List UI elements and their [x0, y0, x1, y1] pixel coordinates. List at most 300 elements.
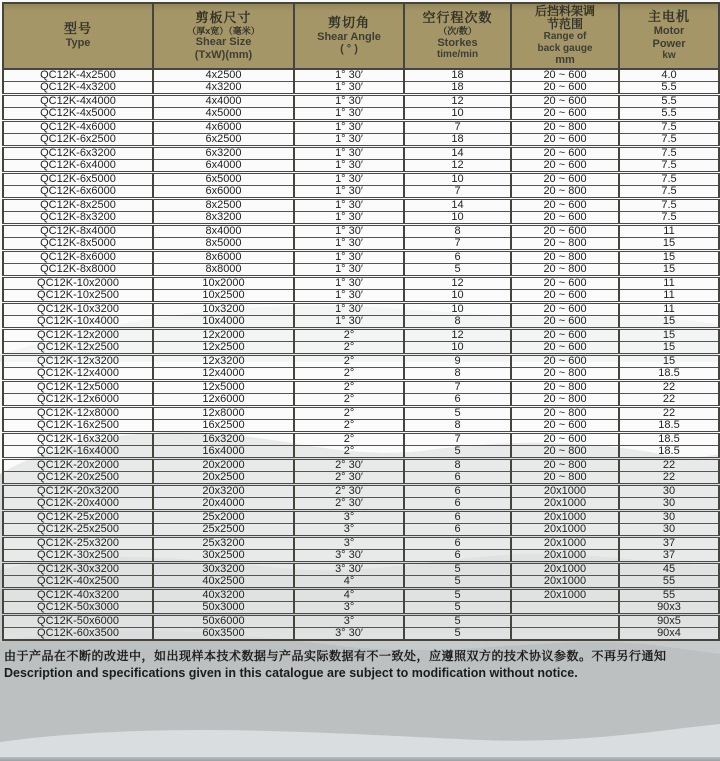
cell-strokes: 5	[404, 446, 511, 459]
cell-type: QC12K-10x2500	[3, 290, 153, 303]
cell-shear-size: 8x3200	[153, 212, 294, 225]
table-row	[3, 407, 719, 420]
cell-strokes: 6	[404, 485, 511, 498]
cell-strokes: 5	[404, 576, 511, 589]
cell-type: QC12K-10x3200	[3, 303, 153, 316]
cell-type: QC12K-12x3200	[3, 355, 153, 368]
cell-motor-power: 18.5	[619, 446, 719, 459]
cell-strokes: 7	[404, 433, 511, 446]
header-line: ( ° )	[340, 43, 358, 56]
cell-strokes: 5	[404, 602, 511, 615]
table-row	[3, 550, 719, 563]
cell-type: QC12K-20x2500	[3, 472, 153, 485]
table-row	[3, 498, 719, 511]
cell-back-gauge-range: 20 ~ 800	[511, 459, 619, 472]
cell-back-gauge-range: 20 ~ 600	[511, 420, 619, 433]
cell-back-gauge-range	[511, 615, 619, 628]
table-row	[3, 472, 719, 485]
cell-type: QC12K-50x6000	[3, 615, 153, 628]
table-row	[3, 121, 719, 134]
header-line: Type	[65, 37, 91, 50]
cell-shear-size: 25x2000	[153, 511, 294, 524]
cell-strokes: 6	[404, 472, 511, 485]
cell-shear-angle: 1° 30′	[294, 251, 404, 264]
cell-motor-power: 7.5	[619, 173, 719, 186]
cell-motor-power: 37	[619, 550, 719, 563]
table-row	[3, 459, 719, 472]
cell-shear-size: 12x2000	[153, 329, 294, 342]
cell-motor-power: 7.5	[619, 134, 719, 147]
cell-strokes: 6	[404, 251, 511, 264]
cell-motor-power: 22	[619, 407, 719, 420]
cell-shear-angle: 2°	[294, 355, 404, 368]
cell-shear-size: 40x3200	[153, 589, 294, 602]
cell-shear-angle: 2° 30′	[294, 485, 404, 498]
cell-type: QC12K-30x3200	[3, 563, 153, 576]
cell-strokes: 6	[404, 524, 511, 537]
cell-motor-power: 7.5	[619, 160, 719, 173]
table-header	[3, 3, 719, 69]
table-row	[3, 251, 719, 264]
cell-motor-power: 4.0	[619, 69, 719, 82]
cell-strokes: 14	[404, 147, 511, 160]
cell-type: QC12K-12x6000	[3, 394, 153, 407]
cell-type: QC12K-6x3200	[3, 147, 153, 160]
cell-back-gauge-range: 20x1000	[511, 576, 619, 589]
cell-strokes: 5	[404, 628, 511, 641]
cell-back-gauge-range: 20 ~ 600	[511, 225, 619, 238]
cell-strokes: 5	[404, 264, 511, 277]
cell-shear-size: 25x3200	[153, 537, 294, 550]
cell-shear-angle: 1° 30′	[294, 238, 404, 251]
header-line: Motor	[653, 25, 685, 38]
cell-strokes: 7	[404, 238, 511, 251]
table-row	[3, 589, 719, 602]
cell-shear-size: 10x2500	[153, 290, 294, 303]
cell-shear-size: 40x2500	[153, 576, 294, 589]
cell-type: QC12K-40x2500	[3, 576, 153, 589]
cell-shear-angle: 1° 30′	[294, 134, 404, 147]
table-row	[3, 433, 719, 446]
cell-type: QC12K-16x2500	[3, 420, 153, 433]
table-row	[3, 108, 719, 121]
header-line: time/min	[436, 49, 479, 61]
cell-back-gauge-range: 20 ~ 600	[511, 134, 619, 147]
cell-strokes: 5	[404, 615, 511, 628]
cell-type: QC12K-12x8000	[3, 407, 153, 420]
cell-type: QC12K-8x8000	[3, 264, 153, 277]
header-line: mm	[555, 54, 575, 67]
header-line: Shear Size	[195, 36, 252, 48]
cell-shear-size: 8x2500	[153, 199, 294, 212]
cell-shear-size: 12x8000	[153, 407, 294, 420]
table-row	[3, 225, 719, 238]
cell-shear-angle: 1° 30′	[294, 173, 404, 186]
cell-shear-angle: 1° 30′	[294, 95, 404, 108]
cell-back-gauge-range: 20 ~ 800	[511, 407, 619, 420]
table-row	[3, 69, 719, 82]
cell-shear-angle: 2°	[294, 446, 404, 459]
cell-motor-power: 30	[619, 524, 719, 537]
footnote-en: Description and specifications given in this catalogue are subject to modification without notice.	[4, 666, 578, 681]
cell-shear-size: 30x3200	[153, 563, 294, 576]
cell-shear-angle: 2°	[294, 368, 404, 381]
cell-strokes: 10	[404, 212, 511, 225]
table-row	[3, 368, 719, 381]
content	[0, 2, 720, 761]
cell-shear-size: 8x6000	[153, 251, 294, 264]
table-row	[3, 95, 719, 108]
cell-motor-power: 15	[619, 264, 719, 277]
header-line: 剪切角	[327, 14, 370, 30]
cell-shear-angle: 4°	[294, 576, 404, 589]
cell-back-gauge-range: 20 ~ 600	[511, 108, 619, 121]
cell-shear-size: 10x4000	[153, 316, 294, 329]
cell-type: QC12K-12x5000	[3, 381, 153, 394]
cell-shear-size: 16x3200	[153, 433, 294, 446]
cell-back-gauge-range: 20 ~ 600	[511, 147, 619, 160]
cell-strokes: 7	[404, 381, 511, 394]
header-line: （次/数）	[438, 26, 477, 37]
cell-shear-size: 12x2500	[153, 342, 294, 355]
cell-type: QC12K-20x2000	[3, 459, 153, 472]
cell-motor-power: 30	[619, 498, 719, 511]
cell-shear-angle: 2° 30′	[294, 472, 404, 485]
cell-strokes: 18	[404, 69, 511, 82]
cell-strokes: 6	[404, 394, 511, 407]
cell-strokes: 7	[404, 186, 511, 199]
cell-motor-power: 5.5	[619, 82, 719, 95]
table-row	[3, 290, 719, 303]
cell-type: QC12K-6x2500	[3, 134, 153, 147]
cell-back-gauge-range: 20 ~ 600	[511, 316, 619, 329]
table-row	[3, 199, 719, 212]
cell-strokes: 18	[404, 82, 511, 95]
cell-type: QC12K-25x2000	[3, 511, 153, 524]
cell-type: QC12K-4x4000	[3, 95, 153, 108]
cell-shear-size: 16x4000	[153, 446, 294, 459]
cell-strokes: 5	[404, 589, 511, 602]
cell-shear-angle: 1° 30′	[294, 264, 404, 277]
cell-motor-power: 5.5	[619, 95, 719, 108]
cell-strokes: 10	[404, 173, 511, 186]
cell-back-gauge-range: 20 ~ 800	[511, 381, 619, 394]
cell-type: QC12K-8x3200	[3, 212, 153, 225]
header-line: back gauge	[537, 42, 593, 54]
header-line: Power	[652, 37, 686, 50]
cell-shear-size: 4x3200	[153, 82, 294, 95]
table-row	[3, 264, 719, 277]
table-row	[3, 173, 719, 186]
cell-shear-size: 16x2500	[153, 420, 294, 433]
cell-shear-size: 20x2000	[153, 459, 294, 472]
cell-strokes: 8	[404, 316, 511, 329]
cell-type: QC12K-16x3200	[3, 433, 153, 446]
cell-back-gauge-range: 20 ~ 600	[511, 329, 619, 342]
column-header-strokes	[404, 3, 511, 69]
cell-back-gauge-range: 20x1000	[511, 537, 619, 550]
cell-back-gauge-range: 20 ~ 600	[511, 82, 619, 95]
cell-type: QC12K-10x4000	[3, 316, 153, 329]
cell-strokes: 5	[404, 563, 511, 576]
cell-back-gauge-range: 20 ~ 600	[511, 290, 619, 303]
cell-strokes: 6	[404, 498, 511, 511]
cell-back-gauge-range: 20x1000	[511, 511, 619, 524]
column-header-back-gauge-range	[511, 3, 619, 69]
spec-table	[2, 2, 720, 641]
cell-back-gauge-range: 20 ~ 800	[511, 186, 619, 199]
cell-type: QC12K-10x2000	[3, 277, 153, 290]
cell-shear-angle: 1° 30′	[294, 316, 404, 329]
table-row	[3, 212, 719, 225]
cell-back-gauge-range: 20x1000	[511, 498, 619, 511]
cell-back-gauge-range	[511, 628, 619, 641]
cell-shear-angle: 3°	[294, 511, 404, 524]
cell-shear-angle: 2°	[294, 433, 404, 446]
cell-motor-power: 7.5	[619, 121, 719, 134]
cell-back-gauge-range: 20 ~ 600	[511, 173, 619, 186]
cell-shear-angle: 1° 30′	[294, 290, 404, 303]
header-line: 空行程次数	[422, 10, 493, 26]
table-body	[3, 69, 719, 640]
cell-type: QC12K-20x4000	[3, 498, 153, 511]
cell-shear-size: 6x5000	[153, 173, 294, 186]
cell-type: QC12K-4x2500	[3, 69, 153, 82]
cell-shear-angle: 1° 30′	[294, 82, 404, 95]
header-line: 剪板尺寸	[195, 9, 252, 25]
cell-motor-power: 37	[619, 537, 719, 550]
table-row	[3, 303, 719, 316]
cell-shear-angle: 2°	[294, 342, 404, 355]
cell-motor-power: 7.5	[619, 212, 719, 225]
cell-back-gauge-range: 20 ~ 800	[511, 368, 619, 381]
cell-type: QC12K-8x5000	[3, 238, 153, 251]
cell-shear-size: 50x3000	[153, 602, 294, 615]
table-row	[3, 446, 719, 459]
cell-strokes: 12	[404, 160, 511, 173]
cell-shear-angle: 3° 30′	[294, 628, 404, 641]
header-line: （厚x宽）（毫米）	[187, 25, 260, 36]
cell-motor-power: 11	[619, 303, 719, 316]
cell-strokes: 12	[404, 95, 511, 108]
cell-strokes: 6	[404, 550, 511, 563]
cell-shear-angle: 2°	[294, 329, 404, 342]
cell-strokes: 8	[404, 459, 511, 472]
cell-motor-power: 15	[619, 355, 719, 368]
cell-shear-angle: 3°	[294, 602, 404, 615]
cell-motor-power: 18.5	[619, 420, 719, 433]
cell-back-gauge-range: 20x1000	[511, 563, 619, 576]
cell-back-gauge-range: 20 ~ 600	[511, 433, 619, 446]
cell-shear-size: 8x5000	[153, 238, 294, 251]
table-row	[3, 329, 719, 342]
table-row	[3, 511, 719, 524]
cell-shear-size: 10x2000	[153, 277, 294, 290]
cell-strokes: 8	[404, 225, 511, 238]
cell-motor-power: 18.5	[619, 368, 719, 381]
cell-shear-size: 8x8000	[153, 264, 294, 277]
cell-strokes: 12	[404, 277, 511, 290]
cell-type: QC12K-8x2500	[3, 199, 153, 212]
table-row	[3, 134, 719, 147]
cell-motor-power: 15	[619, 251, 719, 264]
cell-strokes: 10	[404, 108, 511, 121]
table-row	[3, 160, 719, 173]
cell-shear-size: 4x5000	[153, 108, 294, 121]
cell-motor-power: 45	[619, 563, 719, 576]
cell-shear-size: 12x3200	[153, 355, 294, 368]
cell-back-gauge-range: 20x1000	[511, 589, 619, 602]
cell-motor-power: 90x4	[619, 628, 719, 641]
cell-back-gauge-range: 20 ~ 600	[511, 69, 619, 82]
cell-strokes: 12	[404, 329, 511, 342]
table-row	[3, 82, 719, 95]
table-row	[3, 615, 719, 628]
cell-back-gauge-range: 20x1000	[511, 524, 619, 537]
cell-strokes: 8	[404, 368, 511, 381]
cell-shear-angle: 2°	[294, 407, 404, 420]
table-row	[3, 238, 719, 251]
cell-type: QC12K-60x3500	[3, 628, 153, 641]
cell-back-gauge-range: 20 ~ 600	[511, 355, 619, 368]
cell-back-gauge-range: 20 ~ 600	[511, 95, 619, 108]
header-row	[3, 3, 719, 69]
cell-back-gauge-range: 20 ~ 800	[511, 472, 619, 485]
column-header-shear-angle	[294, 3, 404, 69]
cell-motor-power: 18.5	[619, 433, 719, 446]
table-row	[3, 602, 719, 615]
cell-type: QC12K-50x3000	[3, 602, 153, 615]
cell-type: QC12K-4x6000	[3, 121, 153, 134]
cell-type: QC12K-40x3200	[3, 589, 153, 602]
cell-shear-angle: 3° 30′	[294, 563, 404, 576]
cell-motor-power: 7.5	[619, 199, 719, 212]
cell-motor-power: 22	[619, 472, 719, 485]
cell-shear-angle: 3° 30′	[294, 550, 404, 563]
cell-shear-size: 12x5000	[153, 381, 294, 394]
cell-strokes: 10	[404, 303, 511, 316]
cell-shear-size: 6x4000	[153, 160, 294, 173]
cell-motor-power: 11	[619, 277, 719, 290]
table-row	[3, 524, 719, 537]
footnote	[0, 641, 720, 683]
cell-motor-power: 11	[619, 225, 719, 238]
cell-back-gauge-range: 20 ~ 800	[511, 264, 619, 277]
cell-back-gauge-range: 20 ~ 600	[511, 342, 619, 355]
cell-shear-angle: 1° 30′	[294, 277, 404, 290]
cell-strokes: 14	[404, 199, 511, 212]
cell-strokes: 10	[404, 290, 511, 303]
cell-strokes: 7	[404, 121, 511, 134]
cell-shear-size: 30x2500	[153, 550, 294, 563]
cell-motor-power: 7.5	[619, 147, 719, 160]
cell-shear-angle: 1° 30′	[294, 160, 404, 173]
cell-shear-angle: 1° 30′	[294, 121, 404, 134]
cell-shear-size: 20x2500	[153, 472, 294, 485]
header-line: Storkes	[437, 36, 478, 49]
table-row	[3, 147, 719, 160]
table-row	[3, 355, 719, 368]
cell-shear-angle: 3°	[294, 537, 404, 550]
table-row	[3, 342, 719, 355]
cell-shear-size: 4x4000	[153, 95, 294, 108]
catalogue-page	[0, 2, 720, 761]
cell-motor-power: 22	[619, 381, 719, 394]
cell-shear-size: 4x6000	[153, 121, 294, 134]
cell-shear-angle: 1° 30′	[294, 212, 404, 225]
column-header-motor-power	[619, 3, 719, 69]
table-row	[3, 186, 719, 199]
cell-motor-power: 22	[619, 394, 719, 407]
cell-back-gauge-range: 20 ~ 800	[511, 251, 619, 264]
header-line: 节范围	[546, 17, 583, 32]
table-row	[3, 381, 719, 394]
header-line: 主电机	[647, 9, 690, 25]
cell-back-gauge-range: 20 ~ 600	[511, 212, 619, 225]
cell-shear-angle: 2°	[294, 394, 404, 407]
cell-shear-size: 20x4000	[153, 498, 294, 511]
cell-motor-power: 55	[619, 576, 719, 589]
table-row	[3, 563, 719, 576]
cell-type: QC12K-12x4000	[3, 368, 153, 381]
cell-back-gauge-range: 20 ~ 600	[511, 160, 619, 173]
table-row	[3, 316, 719, 329]
header-line: 后挡料架调	[534, 4, 595, 18]
cell-motor-power: 5.5	[619, 108, 719, 121]
cell-motor-power: 15	[619, 316, 719, 329]
cell-strokes: 10	[404, 342, 511, 355]
cell-type: QC12K-25x2500	[3, 524, 153, 537]
cell-shear-size: 6x2500	[153, 134, 294, 147]
cell-shear-angle: 3°	[294, 615, 404, 628]
cell-back-gauge-range: 20 ~ 600	[511, 199, 619, 212]
cell-type: QC12K-4x3200	[3, 82, 153, 95]
cell-motor-power: 90x3	[619, 602, 719, 615]
cell-shear-angle: 1° 30′	[294, 186, 404, 199]
table-row	[3, 485, 719, 498]
cell-motor-power: 11	[619, 290, 719, 303]
header-line: Range of	[543, 31, 587, 43]
cell-shear-angle: 4°	[294, 589, 404, 602]
cell-type: QC12K-30x2500	[3, 550, 153, 563]
cell-back-gauge-range: 20x1000	[511, 485, 619, 498]
cell-shear-size: 12x6000	[153, 394, 294, 407]
header-line: (TxW)(mm)	[194, 48, 253, 61]
column-header-type	[3, 3, 153, 69]
cell-shear-angle: 2°	[294, 381, 404, 394]
cell-back-gauge-range: 20 ~ 600	[511, 277, 619, 290]
cell-type: QC12K-6x4000	[3, 160, 153, 173]
cell-shear-angle: 2° 30′	[294, 459, 404, 472]
bottom-rule	[0, 757, 720, 761]
table-row	[3, 537, 719, 550]
cell-type: QC12K-4x5000	[3, 108, 153, 121]
cell-strokes: 6	[404, 537, 511, 550]
column-header-shear-size	[153, 3, 294, 69]
cell-shear-angle: 2° 30′	[294, 498, 404, 511]
cell-type: QC12K-25x3200	[3, 537, 153, 550]
cell-type: QC12K-8x4000	[3, 225, 153, 238]
table-row	[3, 576, 719, 589]
cell-back-gauge-range: 20 ~ 800	[511, 394, 619, 407]
cell-strokes: 8	[404, 420, 511, 433]
cell-back-gauge-range: 20 ~ 800	[511, 121, 619, 134]
cell-shear-angle: 1° 30′	[294, 225, 404, 238]
cell-type: QC12K-16x4000	[3, 446, 153, 459]
cell-shear-angle: 1° 30′	[294, 303, 404, 316]
table-row	[3, 420, 719, 433]
cell-motor-power: 15	[619, 238, 719, 251]
